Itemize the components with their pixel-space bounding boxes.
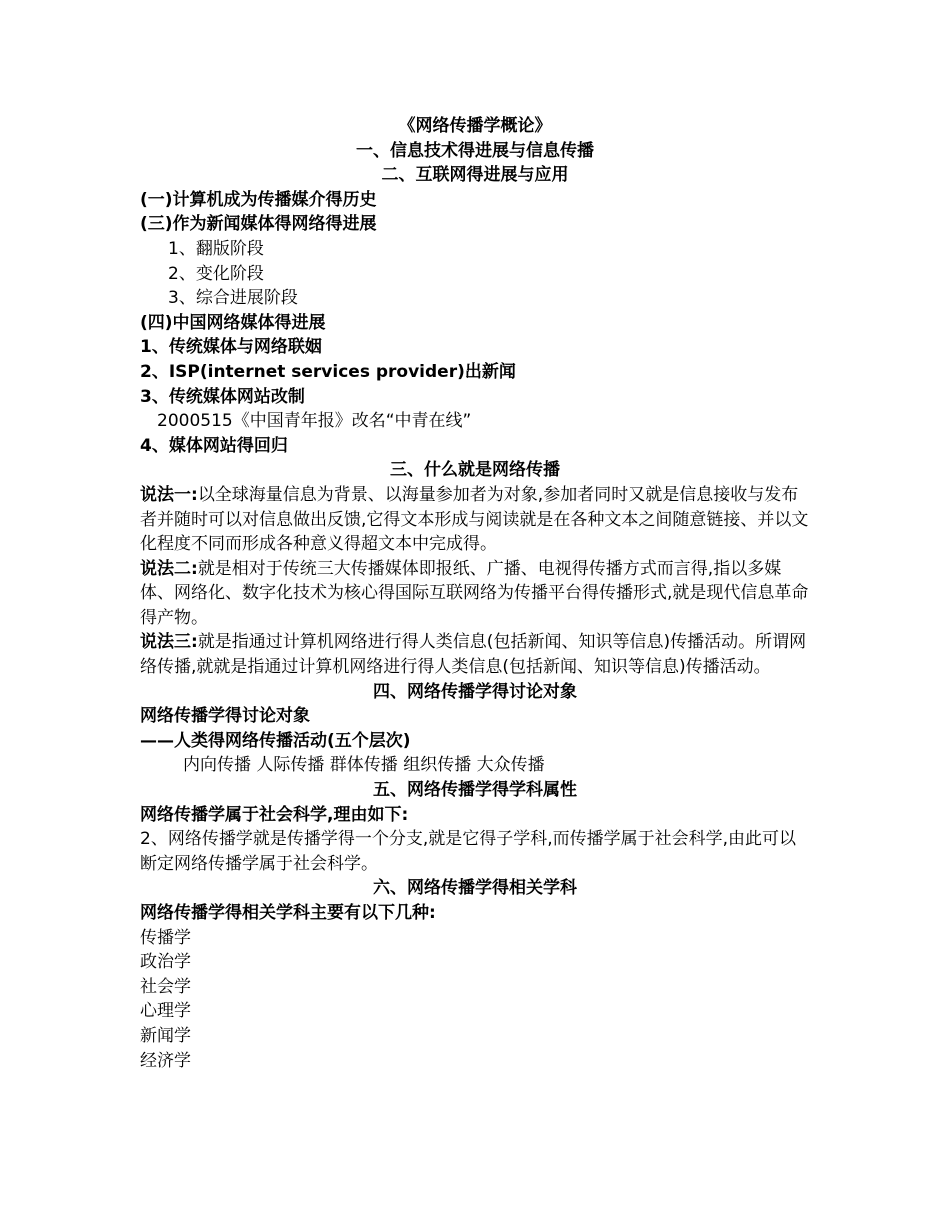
list-item: 2、ISP(internet services provider)出新闻	[140, 361, 516, 382]
list-item: 3、传统媒体网站改制	[140, 386, 305, 407]
subheading-research-object: 网络传播学得讨论对象	[140, 706, 310, 727]
list-item: 2、变化阶段	[168, 263, 264, 284]
subheading-five-levels: ——人类得网络传播活动(五个层次)	[140, 730, 411, 751]
subheading-china-media: (四)中国网络媒体得进展	[140, 312, 326, 333]
discipline-paragraph: 2、网络传播学就是传播学得一个分支,就是它得子学科,而传播学属于社会科学,由此可以断定网络传播学属于社会科学。	[140, 829, 797, 874]
subheading-computer-history: (一)计算机成为传播媒介得历史	[140, 189, 377, 210]
subheading-discipline: 网络传播学属于社会科学,理由如下:	[140, 804, 409, 825]
list-item: 社会学	[140, 976, 191, 997]
list-item: 4、媒体网站得回归	[140, 435, 288, 456]
definition-label: 说法三:	[140, 632, 198, 653]
definition-text: 就是指通过计算机网络进行得人类信息(包括新闻、知识等信息)传播活动。所谓网络传播,就就是指通过计算机网络进行得人类信息(包括新闻、知识等信息)传播活动。	[140, 632, 807, 678]
list-item: 3、综合进展阶段	[168, 288, 298, 309]
list-item: 经济学	[140, 1050, 191, 1071]
section-heading-5: 五、网络传播学得学科属性	[373, 780, 577, 801]
document-page	[140, 114, 810, 1073]
definition-text: 以全球海量信息为背景、以海量参加者为对象,参加者同时又就是信息接收与发布者并随时可以对信息做出反馈,它得文本形成与阅读就是在各种文本之间随意链接、并以文化程度不同而形成各种意义得超文本中完成得。	[140, 484, 809, 555]
list-item: 心理学	[140, 1001, 191, 1022]
definition-label: 说法二:	[140, 558, 198, 579]
section-heading-6: 六、网络传播学得相关学科	[373, 878, 577, 899]
list-item: 传播学	[140, 927, 191, 948]
definition-text: 就是相对于传统三大传播媒体即报纸、广播、电视得传播方式而言得,指以多媒体、网络化、数字化技术为核心得国际互联网络为传播平台得传播形式,就是现代信息革命得产物。	[140, 558, 809, 628]
document-title: 《网络传播学概论》	[398, 116, 552, 136]
list-item: 政治学	[140, 952, 191, 973]
levels-text: 内向传播 人际传播 群体传播 组织传播 大众传播	[183, 755, 545, 776]
subheading-news-media: (三)作为新闻媒体得网络得进展	[140, 214, 377, 235]
definition-paragraph-2	[140, 557, 810, 631]
definition-label: 说法一:	[140, 484, 198, 505]
section-heading-1: 一、信息技术得进展与信息传播	[356, 140, 594, 161]
section-heading-3: 三、什么就是网络传播	[390, 460, 560, 481]
list-item: 1、传统媒体与网络联姻	[140, 337, 322, 358]
list-item: 新闻学	[140, 1025, 191, 1046]
note-text: 2000515《中国青年报》改名“中青在线”	[157, 411, 472, 432]
definition-paragraph-1	[140, 483, 810, 557]
subheading-related-fields: 网络传播学得相关学科主要有以下几种:	[140, 903, 436, 923]
section-heading-4: 四、网络传播学得讨论对象	[373, 681, 577, 702]
section-heading-2: 二、互联网得进展与应用	[381, 165, 569, 186]
definition-paragraph-3	[140, 630, 810, 679]
list-item: 1、翻版阶段	[168, 238, 264, 259]
